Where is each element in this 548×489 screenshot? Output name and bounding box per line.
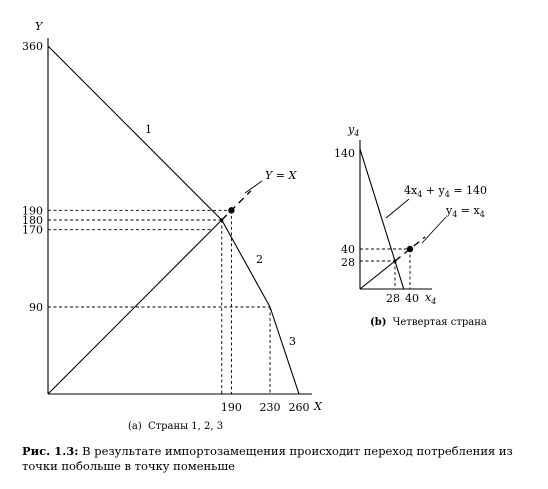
panel-a-chart xyxy=(22,38,312,414)
panel-b-y-tick-140: 140 xyxy=(334,147,355,160)
panel-b-point-40 xyxy=(407,246,413,252)
panel-a-y-tick-190: 190 xyxy=(22,204,43,218)
panel-b-x-tick-28: 28 xyxy=(386,292,400,305)
panel-a-x-axis-label: X xyxy=(314,400,322,413)
panel-a-caption: (a) Страны 1, 2, 3 xyxy=(128,421,224,432)
panel-b-chart xyxy=(334,140,446,305)
figure-caption-label: Рис. 1.3: xyxy=(22,444,79,458)
panel-a-segment-label-1: 1 xyxy=(145,123,152,136)
panel-b-caption: (b) Четвертая страна xyxy=(370,317,487,328)
panel-a-y-tick-170: 170 xyxy=(22,223,43,237)
panel-a-y-tick-180: 180 xyxy=(22,214,43,227)
panel-b-frontier-line xyxy=(360,149,404,289)
panel-a-ray-label: Y = X xyxy=(265,169,297,182)
panel-a-ray-label-leader xyxy=(245,181,262,193)
figure-caption-text: В результате импортозамещения происходит переход потребления из точки побольше в точку поменьше xyxy=(22,444,513,473)
panel-a-y-axis-label: Y xyxy=(35,20,43,33)
panel-a-frontier-segment-1 xyxy=(48,46,222,220)
panel-a-y-tick-90: 90 xyxy=(29,301,43,314)
panel-a-x-tick-260: 260 xyxy=(288,401,310,414)
panel-b-frontier-equation: $4x_4 + y_4 = 140$ xyxy=(404,184,488,199)
panel-b-point-28 xyxy=(393,259,396,262)
panel-b-x-tick-40: 40 xyxy=(405,292,419,305)
panel-a-x-tick-230: 230 xyxy=(259,401,281,414)
panel-a-ray-line xyxy=(48,220,222,394)
panel-a-frontier-segment-3 xyxy=(270,307,299,394)
panel-a-segment-label-3: 3 xyxy=(289,335,296,348)
panel-a-point-190 xyxy=(228,207,234,213)
panel-b-x-axis-label: $x_4$ xyxy=(425,291,437,306)
panel-a-y-tick-360: 360 xyxy=(22,40,43,53)
panel-b-y-axis-label: $y_4$ xyxy=(348,123,360,138)
panel-b-y-tick-40: 40 xyxy=(341,243,355,256)
panel-a-point-180 xyxy=(220,218,223,221)
panel-a-ray-dashed xyxy=(222,191,251,220)
panel-b-y-tick-28: 28 xyxy=(341,256,355,269)
panel-a-segment-label-2: 2 xyxy=(256,253,263,266)
figure-caption xyxy=(22,444,542,474)
panel-a-x-tick-190: 190 xyxy=(220,401,242,414)
panel-b-ray-label-leader xyxy=(422,217,446,243)
panel-b-ray-line xyxy=(360,261,395,289)
panel-b-frontier-label-leader xyxy=(386,199,409,218)
panel-b-ray-equation: $y_4 = x_4$ xyxy=(446,204,485,219)
